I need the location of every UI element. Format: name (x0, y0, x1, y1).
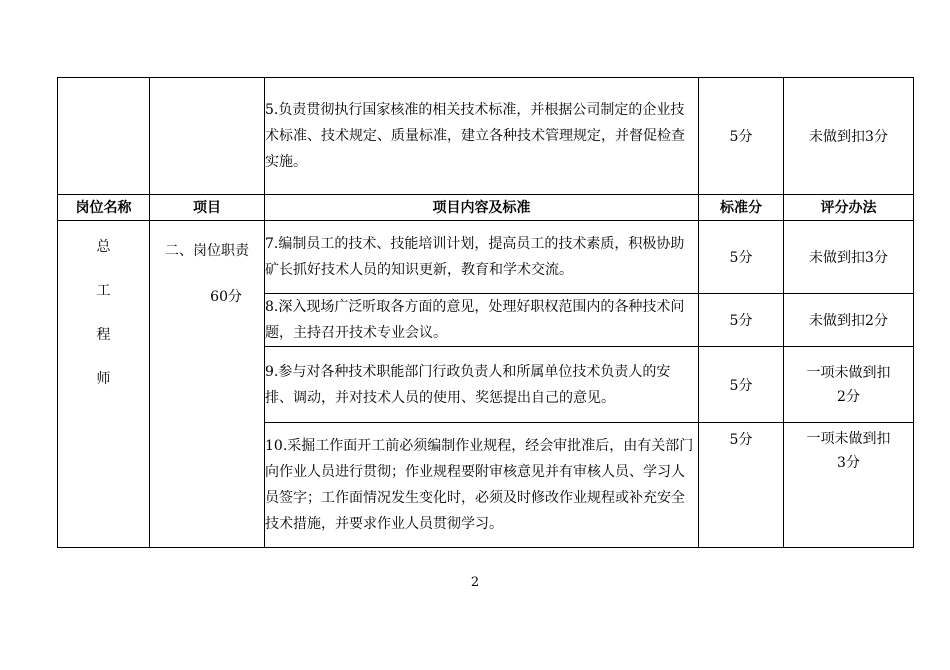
scoring-method: 一项未做到扣2分 (784, 347, 914, 423)
header-content: 项目内容及标准 (265, 195, 699, 221)
standard-score: 5分 (699, 294, 784, 347)
header-position: 岗位名称 (58, 195, 150, 221)
scoring-table (57, 77, 914, 548)
scoring-method: 一项未做到扣3分 (784, 423, 914, 548)
scoring-method: 未做到扣3分 (784, 221, 914, 294)
position-char: 总 (96, 239, 111, 255)
position-char: 工 (96, 283, 111, 299)
table-row (58, 221, 914, 294)
header-project: 项目 (150, 195, 265, 221)
position-name (58, 221, 150, 548)
item-content: 5.负责贯彻执行国家核准的相关技术标准，并根据公司制定的企业技术标准、技术规定、质量标准，建立各种技术管理规定，并督促检查实施。 (265, 78, 699, 195)
project-score: 60分 (210, 289, 242, 305)
position-cell-empty (58, 78, 150, 195)
standard-score: 5分 (699, 423, 784, 548)
header-method: 评分办法 (784, 195, 914, 221)
table-header-row (58, 195, 914, 221)
standard-score: 5分 (699, 221, 784, 294)
header-standard: 标准分 (699, 195, 784, 221)
standard-score: 5分 (699, 347, 784, 423)
position-char: 程 (96, 327, 111, 343)
position-char: 师 (96, 371, 111, 387)
project-cell (150, 221, 265, 548)
scoring-method: 未做到扣2分 (784, 294, 914, 347)
item-content: 7.编制员工的技术、技能培训计划，提高员工的技术素质，积极协助矿长抓好技术人员的知识更新，教育和学术交流。 (265, 221, 699, 294)
project-cell-empty (150, 78, 265, 195)
item-content: 8.深入现场广泛听取各方面的意见，处理好职权范围内的各种技术问题，主持召开技术专业会议。 (265, 294, 699, 347)
item-content: 9.参与对各种技术职能部门行政负责人和所属单位技术负责人的安排、调动，并对技术人员的使用、奖惩提出自己的意见。 (265, 347, 699, 423)
item-content: 10.采掘工作面开工前必须编制作业规程，经会审批准后，由有关部门向作业人员进行贯彻；作业规程要附审核意见并有审核人员、学习人员签字；工作面情况发生变化时，必须及时修改作业规程或补充安全技术措施，并要求作业人员贯彻学习。 (265, 423, 699, 548)
scoring-method: 未做到扣3分 (784, 78, 914, 195)
table-row (58, 78, 914, 195)
standard-score: 5分 (699, 78, 784, 195)
project-name: 二、岗位职责 (165, 243, 249, 259)
page-number: 2 (470, 575, 480, 590)
